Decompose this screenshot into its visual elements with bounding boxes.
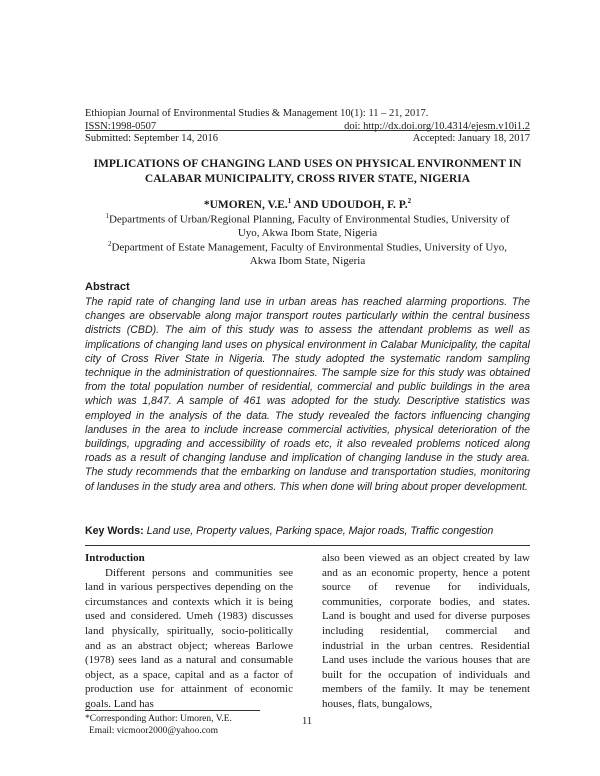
authors xyxy=(85,197,530,211)
intro-left-paragraph: Different persons and communities see land in various perspectives depending on the circumstances and contexts which it is being used and considered. Umeh (1983) discusses land physically, spiritually, socio-politically and as an abstract object; whereas Barlowe (1978) sees land as a natural and consumable object, as a space, capital and as a factor of production use for attainment of economic goals. Land has xyxy=(85,566,293,710)
submitted-date: Submitted: September 14, 2016 xyxy=(85,133,218,144)
affiliation-2-line-1: Department of Estate Management, Faculty of Environmental Studies, University of Uyo, xyxy=(111,241,508,254)
author-2: AND UDOUDOH, F. P. xyxy=(291,198,408,211)
footnote-email[interactable]: Email: vicmoor2000@yahoo.com xyxy=(89,726,219,736)
abstract-body: The rapid rate of changing land use in urban areas has reached alarming proportions. The changes are observable along major transport routes particularly within the central business districts (CBD). The aim of this study was to assess the attendant problems as well as implications of changing land uses on physical environment in Calabar Municipality, the capital city of Cross River State in Nigeria. The study adopted the systematic random sampling technique in the administration of questionnaires. The sample size for this study was obtained from the total population number of residential, commercial and public buildings in the area which was 1,847. A sample of 461 was adopted for the study. Descriptive statistics was employed in the analysis of the data. The study revealed the factors influencing changing landuses in the area to include increase commercial activities, physical deterioration of the buildings, upgrading and accessibility of roads etc, it also revealed problems noticed along roads as a result of changing landuse and implication of changing landuse in the study area. The study recommends that the embarking on landuse and transportation studies, monitoring of landuses in the study area and others. This when done will bring about proper development. xyxy=(85,296,530,493)
author-1-affil-mark: 1 xyxy=(287,197,292,205)
footnote xyxy=(85,713,232,737)
affiliation-1-line-1: Departments of Urban/Regional Planning, Faculty of Environmental Studies, University of xyxy=(108,213,510,226)
affiliation-1-line-2: Uyo, Akwa Ibom State, Nigeria xyxy=(237,227,378,240)
author-2-affil-mark: 2 xyxy=(407,197,412,205)
affiliation-1-mark: 1 xyxy=(105,212,109,220)
keywords-text: Land use, Property values, Parking space, Major roads, Traffic congestion xyxy=(143,525,494,537)
doi[interactable]: doi: http://dx.doi.org/10.4314/ejesm.v10i1.2 xyxy=(344,121,530,132)
journal-citation: Ethiopian Journal of Environmental Studies & Management 10(1): 11 – 21, 2017. xyxy=(85,108,429,119)
dates-row xyxy=(85,133,530,144)
intro-right-paragraph: also been viewed as an object created by law and as an economic property, hence a potent source of revenue for individuals, communities, corporate bodies, and states. Land is bought and used for diverse purposes including residential, commercial and industrial in the urban centres. Residential Land uses include the various houses that are built for the occupation of individuals and members of the family. It may be tenement houses, flats, bungalows, xyxy=(322,552,530,710)
header-rule xyxy=(85,130,530,131)
affiliation-1 xyxy=(85,210,530,241)
issn: ISSN:1998-0507 xyxy=(85,121,157,132)
title-line-1: IMPLICATIONS OF CHANGING LAND USES ON PHYSICAL ENVIRONMENT IN xyxy=(93,158,522,170)
footnote-rule xyxy=(85,710,260,711)
intro-left-column xyxy=(85,551,293,712)
keywords-label: Key Words: xyxy=(85,525,144,537)
affiliation-2-line-2: Akwa Ibom State, Nigeria xyxy=(249,255,366,268)
affiliation-2 xyxy=(85,238,530,269)
title-line-2: CALABAR MUNICIPALITY, CROSS RIVER STATE, NIGERIA xyxy=(144,173,471,185)
page-number: 11 xyxy=(302,716,313,727)
keywords xyxy=(85,525,493,537)
intro-heading: Introduction xyxy=(85,552,145,564)
paper-title xyxy=(85,157,530,187)
affiliation-2-mark: 2 xyxy=(107,240,112,248)
keywords-rule xyxy=(85,545,530,546)
footnote-author: *Corresponding Author: Umoren, V.E. xyxy=(85,714,232,724)
intro-right-column xyxy=(322,551,530,712)
accepted-date: Accepted: January 18, 2017 xyxy=(412,133,530,144)
abstract-heading: Abstract xyxy=(85,281,130,293)
author-1: *UMOREN, V.E. xyxy=(203,198,288,211)
